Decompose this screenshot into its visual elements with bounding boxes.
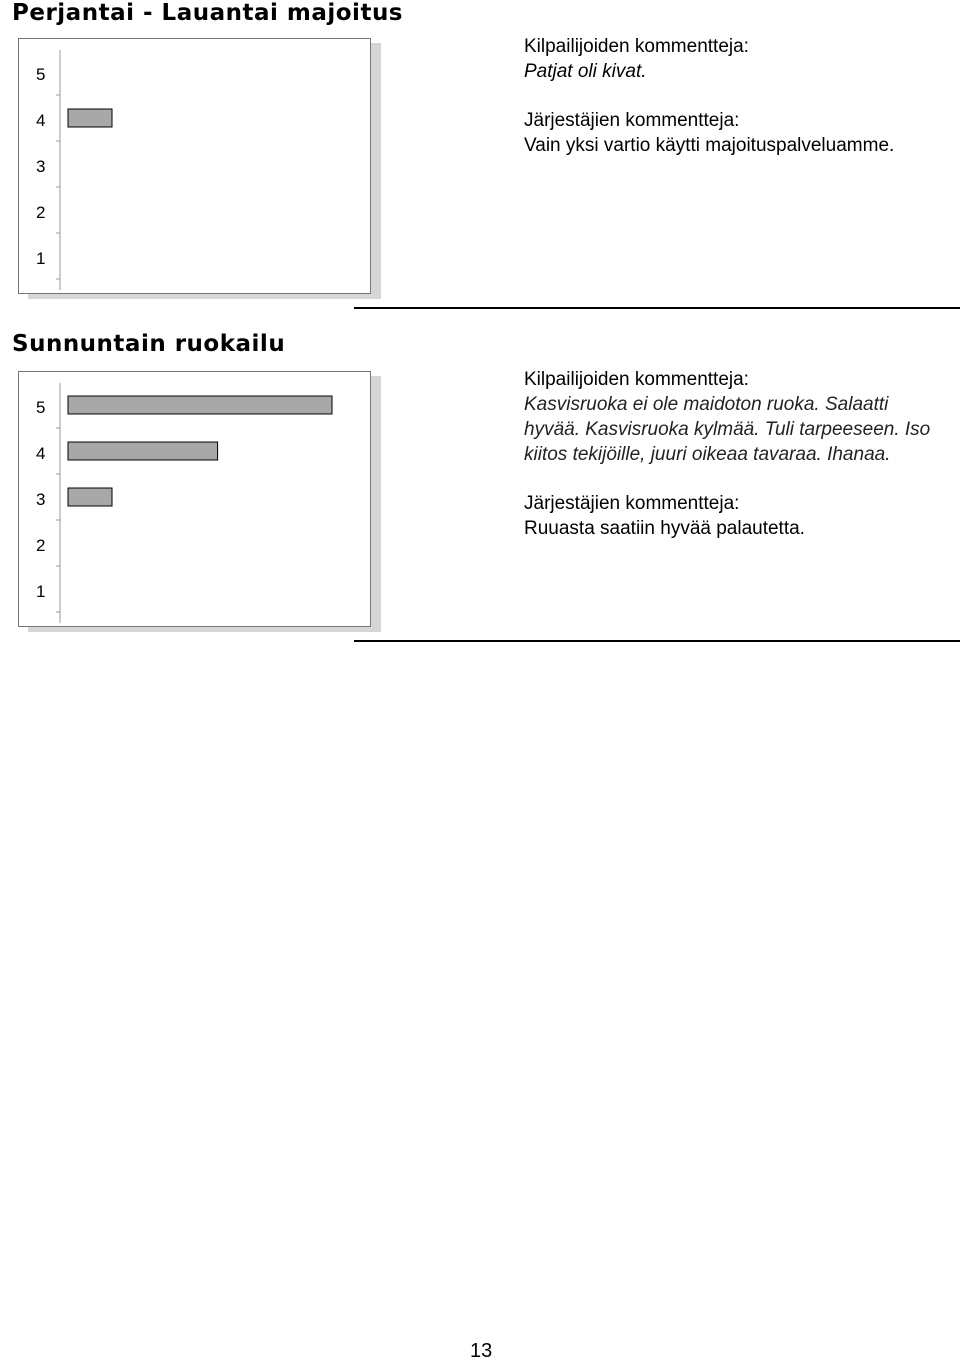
competitor-comments: Patjat oli kivat.: [524, 61, 647, 82]
comments-majoitus: [524, 34, 944, 158]
comments-ruokailu: [524, 367, 948, 541]
section-title-ruokailu: Sunnuntain ruokailu: [12, 331, 286, 357]
chart-svg-ruokailu: [18, 371, 381, 632]
section-divider: [354, 307, 960, 309]
competitor-comments-heading: Kilpailijoiden kommentteja:: [524, 36, 749, 57]
tick-label-4: 4: [36, 444, 46, 463]
tick-label-5: 5: [36, 65, 46, 84]
chart-majoitus: [18, 38, 381, 299]
chart-ruokailu: [18, 371, 381, 632]
tick-label-5: 5: [36, 398, 46, 417]
section-divider: [354, 640, 960, 642]
organizer-comments-heading: Järjestäjien kommentteja:: [524, 110, 740, 131]
tick-label-2: 2: [36, 203, 46, 222]
bar-5: [68, 396, 332, 414]
competitor-comments-heading: Kilpailijoiden kommentteja:: [524, 369, 749, 390]
organizer-comments: Vain yksi vartio käytti majoituspalveluamme.: [524, 135, 895, 156]
tick-label-3: 3: [36, 490, 46, 509]
section-title-majoitus: Perjantai - Lauantai majoitus: [12, 0, 404, 26]
page-number: 13: [470, 1340, 493, 1362]
organizer-comments: Ruuasta saatiin hyvää palautetta.: [524, 518, 805, 539]
competitor-comments: Kasvisruoka ei ole maidoton ruoka. Salaatti hyvää. Kasvisruoka kylmää. Tuli tarpeeseen. Iso kiitos tekijöille, juuri oikeaa tavaraa. Ihanaa.: [524, 394, 931, 465]
tick-label-2: 2: [36, 536, 46, 555]
bar-3: [68, 488, 112, 506]
organizer-comments-heading: Järjestäjien kommentteja:: [524, 493, 740, 514]
bar-4: [68, 109, 112, 127]
tick-label-1: 1: [36, 249, 46, 268]
bar-4: [68, 442, 218, 460]
tick-label-3: 3: [36, 157, 46, 176]
tick-label-1: 1: [36, 582, 46, 601]
chart-svg-majoitus: [18, 38, 381, 299]
tick-label-4: 4: [36, 111, 46, 130]
